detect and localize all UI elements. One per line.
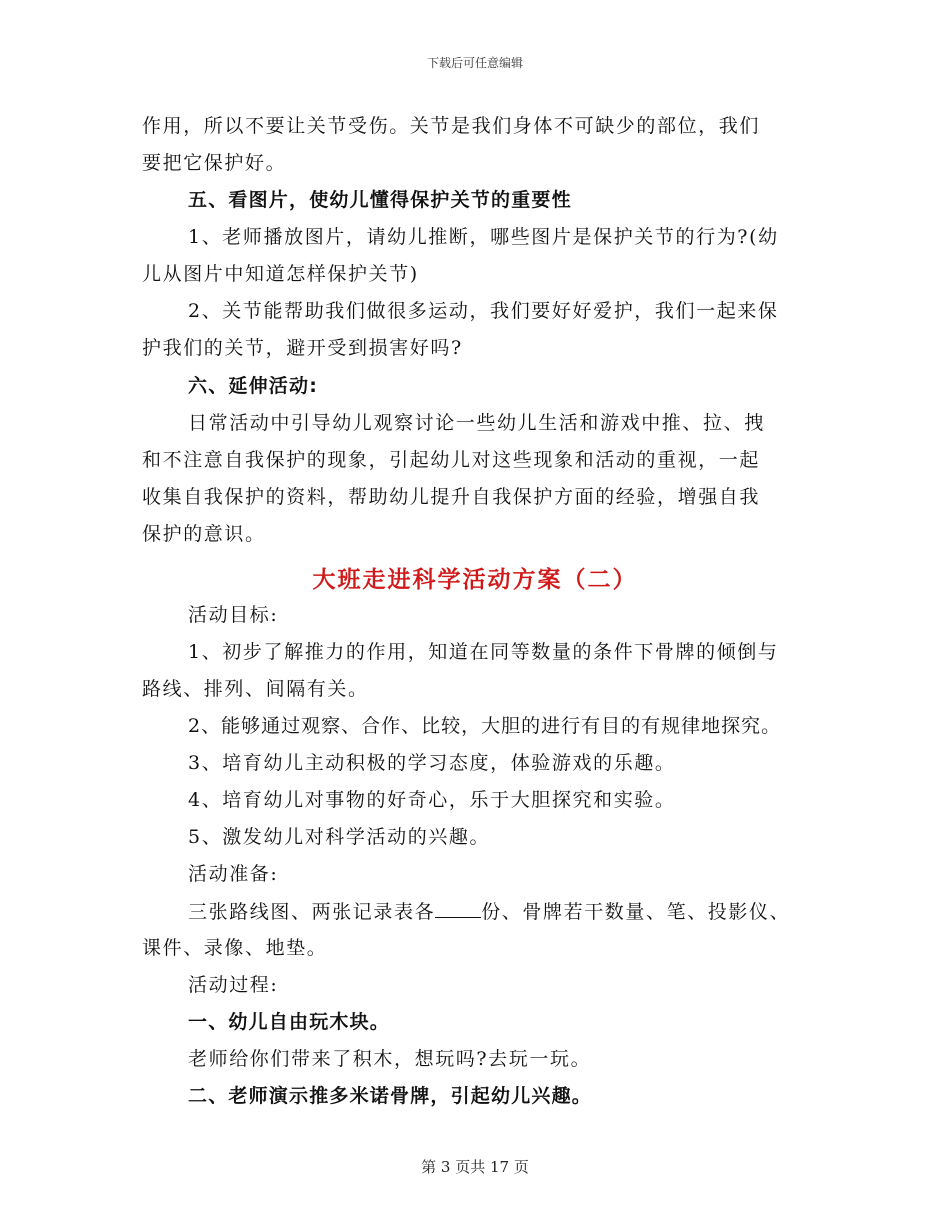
text-line: 2、关节能帮助我们做很多运动，我们要好好爱护，我们一起来保	[188, 300, 779, 322]
text-line: 作用，所以不要让关节受伤。关节是我们身体不可缺少的部位，我们	[142, 115, 761, 137]
text-line: 保护的意识。	[142, 523, 266, 545]
text-line: 日常活动中引导幼儿观察讨论一些幼儿生活和游戏中推、拉、拽	[188, 412, 765, 434]
text-line: 活动目标:	[188, 604, 279, 626]
text-line: 4、培育幼儿对事物的好奇心，乐于大胆探究和实验。	[188, 789, 676, 811]
text-line: 要把它保护好。	[142, 152, 287, 174]
text-line: 2、能够通过观察、合作、比较，大胆的进行有目的有规律地探究。	[188, 715, 782, 737]
section-heading: 五、看图片，使幼儿懂得保护关节的重要性	[188, 189, 572, 211]
text-line: 老师给你们带来了积木，想玩吗?去玩一玩。	[188, 1048, 592, 1070]
text-line: 路线、排列、间隔有关。	[142, 678, 369, 700]
text-line	[188, 899, 790, 924]
text-line: 儿从图片中知道怎样保护关节)	[142, 263, 419, 285]
fill-in-blank	[435, 899, 481, 918]
document-title: 大班走进科学活动方案（二）	[312, 567, 638, 593]
text-line: 收集自我保护的资料，帮助幼儿提升自我保护方面的经验，增强自我	[142, 486, 761, 508]
text-line: 5、激发幼儿对科学活动的兴趣。	[188, 826, 491, 848]
text-line: 活动过程:	[188, 974, 279, 996]
text-line: 和不注意自我保护的现象，引起幼儿对这些现象和活动的重视，一起	[142, 449, 761, 471]
section-heading: 一、幼儿自由玩木块。	[188, 1011, 391, 1033]
text-line: 护我们的关节，避开受到损害好吗?	[142, 337, 463, 359]
text-segment: 份、骨牌若干数量、笔、投影仪、	[481, 901, 791, 923]
text-line: 活动准备:	[188, 863, 279, 885]
page-footer: 第 3 页共 17 页	[421, 1158, 529, 1176]
text-line: 课件、录像、地垫。	[142, 937, 328, 959]
section-heading: 二、老师演示推多米诺骨牌，引起幼儿兴趣。	[188, 1085, 593, 1107]
section-heading: 六、延伸活动:	[188, 375, 318, 397]
text-line: 1、初步了解推力的作用，知道在同等数量的条件下骨牌的倾倒与	[188, 641, 779, 663]
page-header: 下载后可任意编辑	[426, 56, 523, 70]
text-line: 3、培育幼儿主动积极的学习态度，体验游戏的乐趣。	[188, 752, 676, 774]
text-line: 1、老师播放图片，请幼儿推断，哪些图片是保护关节的行为?(幼	[188, 226, 779, 248]
text-segment: 三张路线图、两张记录表各	[188, 901, 436, 923]
